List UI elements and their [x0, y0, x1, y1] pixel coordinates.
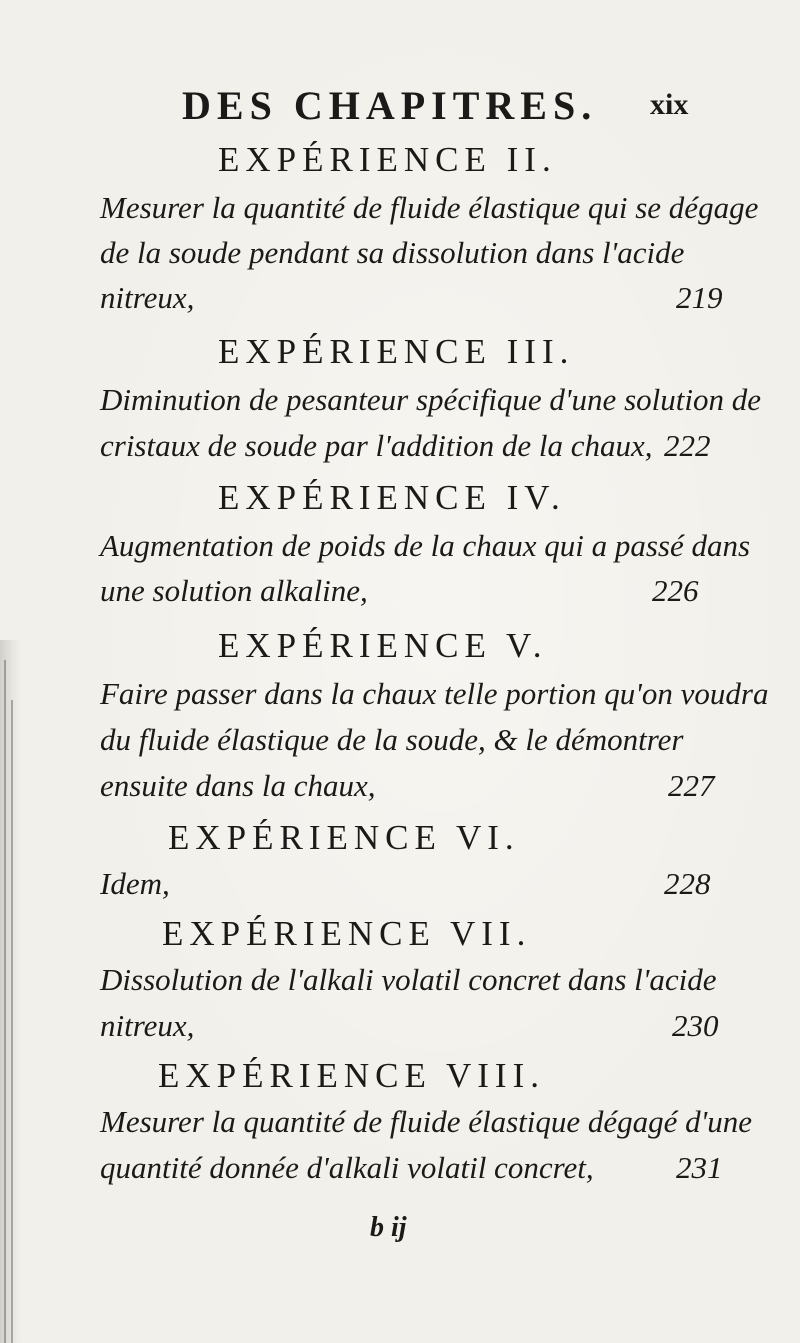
- folio-number: xix: [650, 88, 689, 121]
- entry-text-line: Faire passer dans la chaux telle portion qu'on voudra: [100, 676, 769, 711]
- signature-mark: b ij: [370, 1212, 407, 1243]
- entry-text-line: de la soude pendant sa dissolution dans l'acide: [100, 235, 685, 270]
- entry-text-line: Mesurer la quantité de fluide élastique qui se dégage: [100, 190, 759, 225]
- entry-heading: EXPÉRIENCE VIII.: [158, 1056, 545, 1095]
- entry-text-line: nitreux,: [100, 1008, 195, 1043]
- entry-page-number: 219: [676, 280, 723, 315]
- entry-page-number: 222: [664, 428, 711, 463]
- entry-text-line: Augmentation de poids de la chaux qui a passé dans: [100, 528, 751, 563]
- entry-text-line: Idem,: [100, 866, 170, 901]
- entry-text-line: une solution alkaline,: [100, 573, 368, 608]
- entry-page-number: 226: [652, 573, 699, 608]
- entry-page-number: 231: [676, 1150, 723, 1185]
- entry-page-number: 227: [668, 768, 715, 803]
- entry-text-line: cristaux de soude par l'addition de la chaux,: [100, 428, 653, 463]
- entry-text-line: ensuite dans la chaux,: [100, 768, 376, 803]
- running-head: [40, 82, 780, 132]
- entry-text-line: nitreux,: [100, 280, 195, 315]
- binding-edge-line: [4, 660, 6, 1343]
- entry-heading: EXPÉRIENCE V.: [218, 626, 548, 665]
- entry-page-number: 230: [672, 1008, 719, 1043]
- entry-text-line: Mesurer la quantité de fluide élastique dégagé d'une: [100, 1104, 753, 1139]
- entry-text-line: Dissolution de l'alkali volatil concret dans l'acide: [100, 962, 717, 997]
- entry-heading: EXPÉRIENCE IV.: [218, 478, 566, 517]
- entry-text-line: Diminution de pesanteur spécifique d'une solution de: [100, 382, 761, 417]
- binding-edge-line: [11, 700, 13, 1343]
- entry-text-line: quantité donnée d'alkali volatil concret,: [100, 1150, 594, 1185]
- entry-heading: EXPÉRIENCE VI.: [168, 818, 520, 857]
- entry-page-number: 228: [664, 866, 711, 901]
- entry-heading: EXPÉRIENCE III.: [218, 332, 575, 371]
- entry-text-line: du fluide élastique de la soude, & le démontrer: [100, 722, 684, 757]
- entry-heading: EXPÉRIENCE VII.: [162, 914, 532, 953]
- running-title: DES CHAPITRES.: [182, 83, 598, 128]
- entry-heading: EXPÉRIENCE II.: [218, 140, 557, 179]
